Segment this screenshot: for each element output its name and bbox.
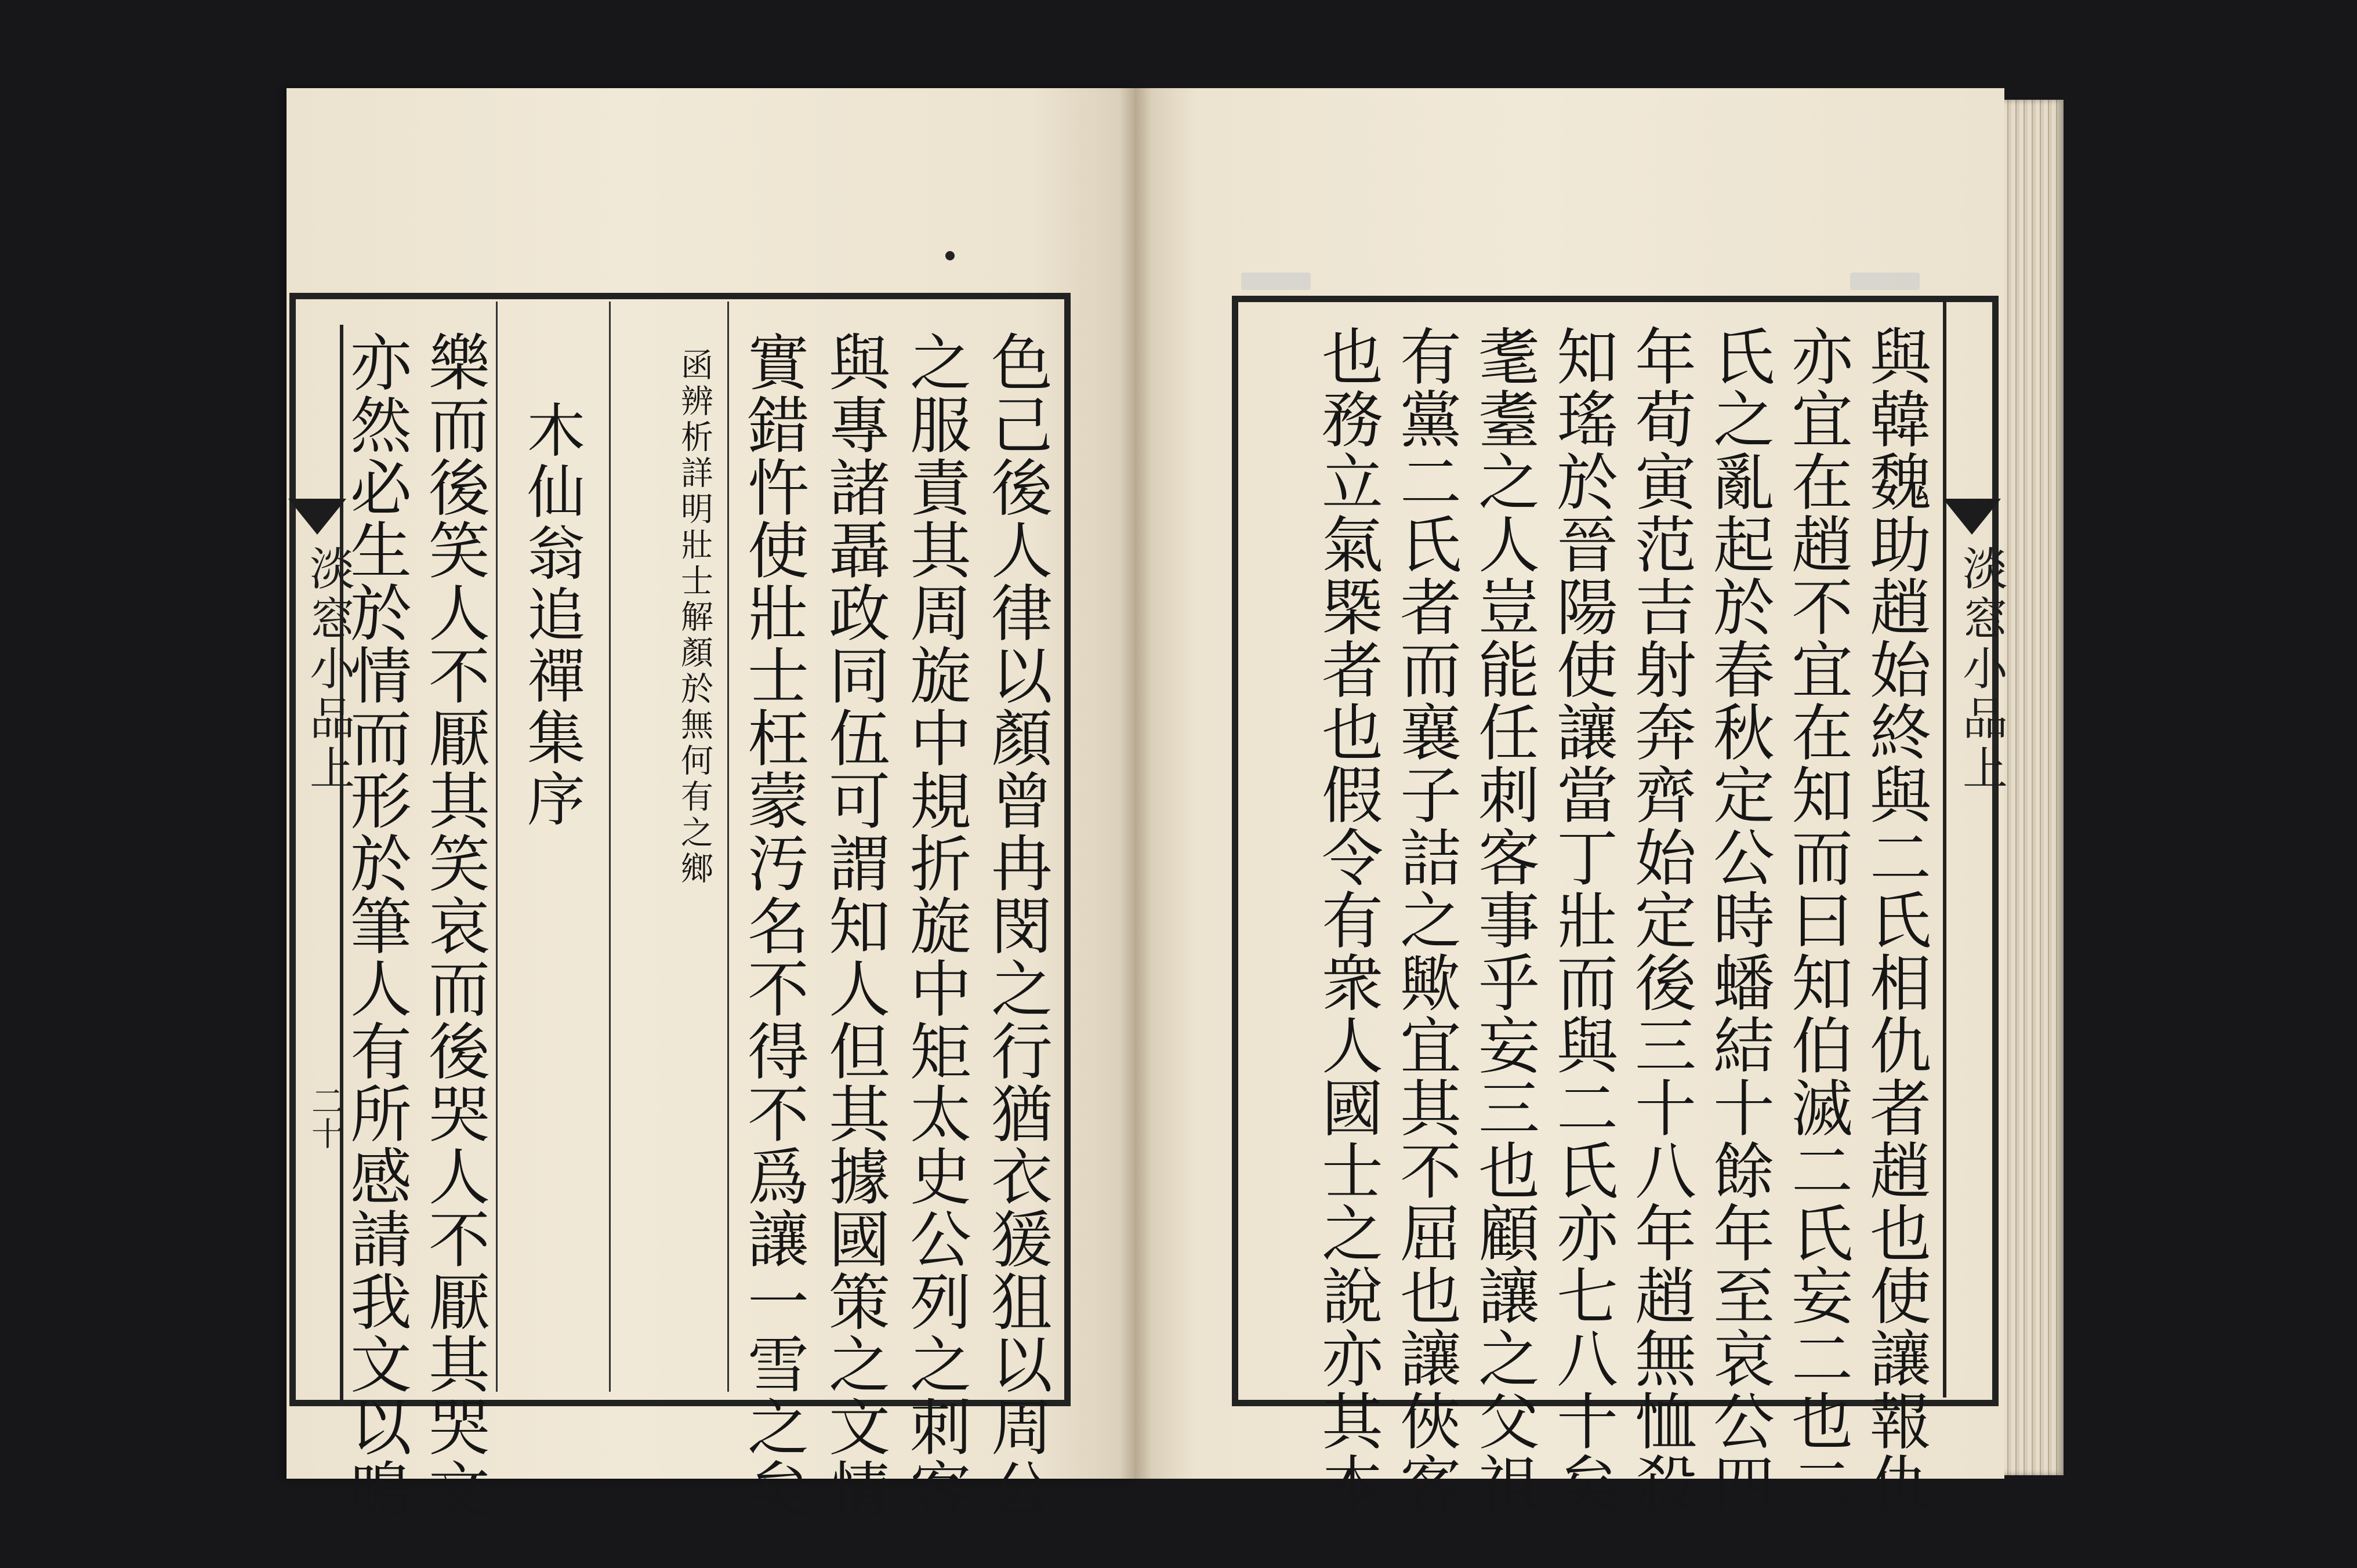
book-gutter (1119, 88, 1152, 1479)
text-column: 與韓魏助趙始終與二氏相仇者趙也使讓報仇 (1860, 325, 1931, 1515)
text-column: 有黨二氏者而襄子詰之歟宜其不屈也讓俠客 (1390, 325, 1462, 1515)
fishtail-mark (1943, 499, 2001, 535)
left-center-strip (291, 325, 343, 1403)
text-column: 樂而後笑人不厭其笑哀而後哭人不厭其哭文 (419, 331, 490, 1520)
text-column: 亦然必生於情而形於筆人有所感請我文以鳴 (340, 331, 412, 1520)
right-center-strip (1943, 302, 1999, 1398)
section-title: 木仙翁追禪集序 (517, 400, 585, 830)
right-strip-label: 淡窓小品上 (1955, 545, 2007, 794)
text-column: 實錯忤使壯士枉蒙汚名不得不爲讓一雪之矣 (738, 331, 809, 1520)
bleed-through-mark (1850, 273, 1920, 290)
text-column: 氏之亂起於春秋定公時蟠結十餘年至哀公四 (1703, 325, 1775, 1515)
left-strip-label: 淡窓小品上 (302, 545, 354, 794)
text-column: 色己後人律以顏曾冉閔之行猶衣猨狙以周公 (981, 331, 1053, 1520)
ink-dot (945, 251, 955, 260)
text-column: 亦宜在趙不宜在知而曰知伯滅二氏妄二也二 (1782, 325, 1853, 1515)
page-number: 二十 (306, 1084, 344, 1149)
text-column: 耄耋之人豈能任刺客事乎妄三也顧讓之父祖 (1468, 325, 1540, 1515)
text-column: 也務立氣槩者也假令有衆人國士之說亦其本 (1312, 325, 1383, 1515)
commentary-column: 函辨析詳明壯士解顏於無何有之鄉 (676, 348, 713, 887)
bleed-through-mark (1241, 273, 1311, 290)
text-column: 年荀寅范吉射奔齊始定後三十八年趙無恤殺 (1625, 325, 1696, 1515)
text-column: 之服責其周旋中規折旋中矩太史公列之刺客 (900, 331, 971, 1520)
text-column: 與專諸聶政同伍可謂知人但其據國策之文情 (819, 331, 890, 1520)
fishtail-mark (288, 499, 346, 535)
text-column: 知瑤於晉陽使讓當丁壯而與二氏亦七八十矣 (1547, 325, 1618, 1515)
column-rule (727, 302, 729, 1392)
column-rule (609, 302, 611, 1392)
column-rule (496, 302, 498, 1392)
